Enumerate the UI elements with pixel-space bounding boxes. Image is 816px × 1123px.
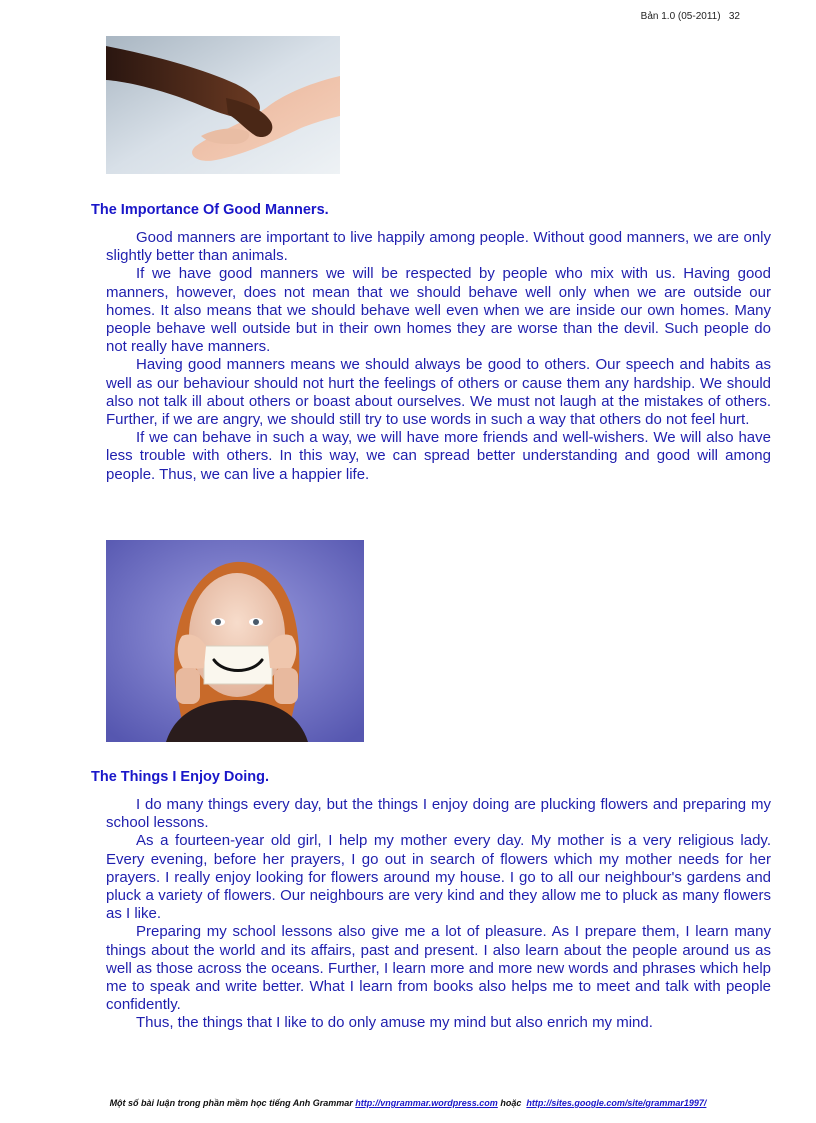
paragraph: If we have good manners we will be respected by people who mix with us. Having good manners, however, does not mean that we should behave well only when we are outside our homes. It also means that we should behave well even when we are inside our own homes. Many people behave well outside but in their own homes they are worse than the devil. Such people do not really have manners. — [106, 265, 771, 356]
footer-text: Một số bài luận trong phần mềm học tiếng Anh Grammar — [109, 1098, 353, 1108]
holding-hands-photo — [106, 36, 340, 174]
footer-link-sites-google[interactable]: http://sites.google.com/site/grammar1997/ — [526, 1098, 707, 1108]
footer-connector: hoặc — [500, 1098, 522, 1108]
version-label: Bản 1.0 (05-2011) — [640, 11, 721, 22]
paragraph: As a fourteen-year old girl, I help my mother every day. My mother is a very religious lady. Every evening, before her prayers, I go out in search of flowers which my mother needs for her prayers. I really enjoy looking for flowers around my house. I go to all our neighbour's gardens and pluck a variety of flowers. Our neighbours are very kind and they allow me to pluck as many flowers as I like. — [106, 832, 771, 923]
paragraph: Preparing my school lessons also give me a lot of pleasure. As I prepare them, I learn many things about the world and its affairs, past and present. I also learn about the people around us as well as those across the oceans. Further, I learn more and more new words and phrases which help me to speak and write better. What I learn from books also helps me to meet and talk with people confidently. — [106, 923, 771, 1014]
paragraph: I do many things every day, but the things I enjoy doing are plucking flowers and preparing my school lessons. — [106, 796, 771, 832]
section-title-enjoy-doing: The Things I Enjoy Doing. — [91, 769, 270, 785]
paragraph: Having good manners means we should always be good to others. Our speech and habits as well as our behaviour should not hurt the feelings of others or cause them any hardship. We should also not talk ill about others or boast about ourselves. We must not laugh at the mistakes of others. Further, if we are angry, we should still try to use words in such a way that others do not feel hurt. — [106, 356, 771, 429]
paragraph: Thus, the things that I like to do only amuse my mind but also enrich my mind. — [136, 1014, 653, 1032]
paragraph: If we can behave in such a way, we will have more friends and well-wishers. We will also have less trouble with others. In this way, we can spread better understanding and good will among people. Thus, we can live a happier life. — [106, 429, 771, 483]
section-body-enjoy-doing — [106, 796, 771, 1033]
smile-paper-photo — [106, 540, 364, 742]
page-footer — [0, 1098, 816, 1108]
section-body-good-manners — [106, 229, 771, 484]
page-header — [641, 11, 740, 22]
page-number: 32 — [728, 11, 740, 22]
section-title-good-manners: The Importance Of Good Manners. — [91, 202, 329, 218]
paragraph: Good manners are important to live happily among people. Without good manners, we are only slightly better than animals. — [106, 229, 771, 265]
footer-link-vngrammar[interactable]: http://vngrammar.wordpress.com — [355, 1098, 498, 1108]
